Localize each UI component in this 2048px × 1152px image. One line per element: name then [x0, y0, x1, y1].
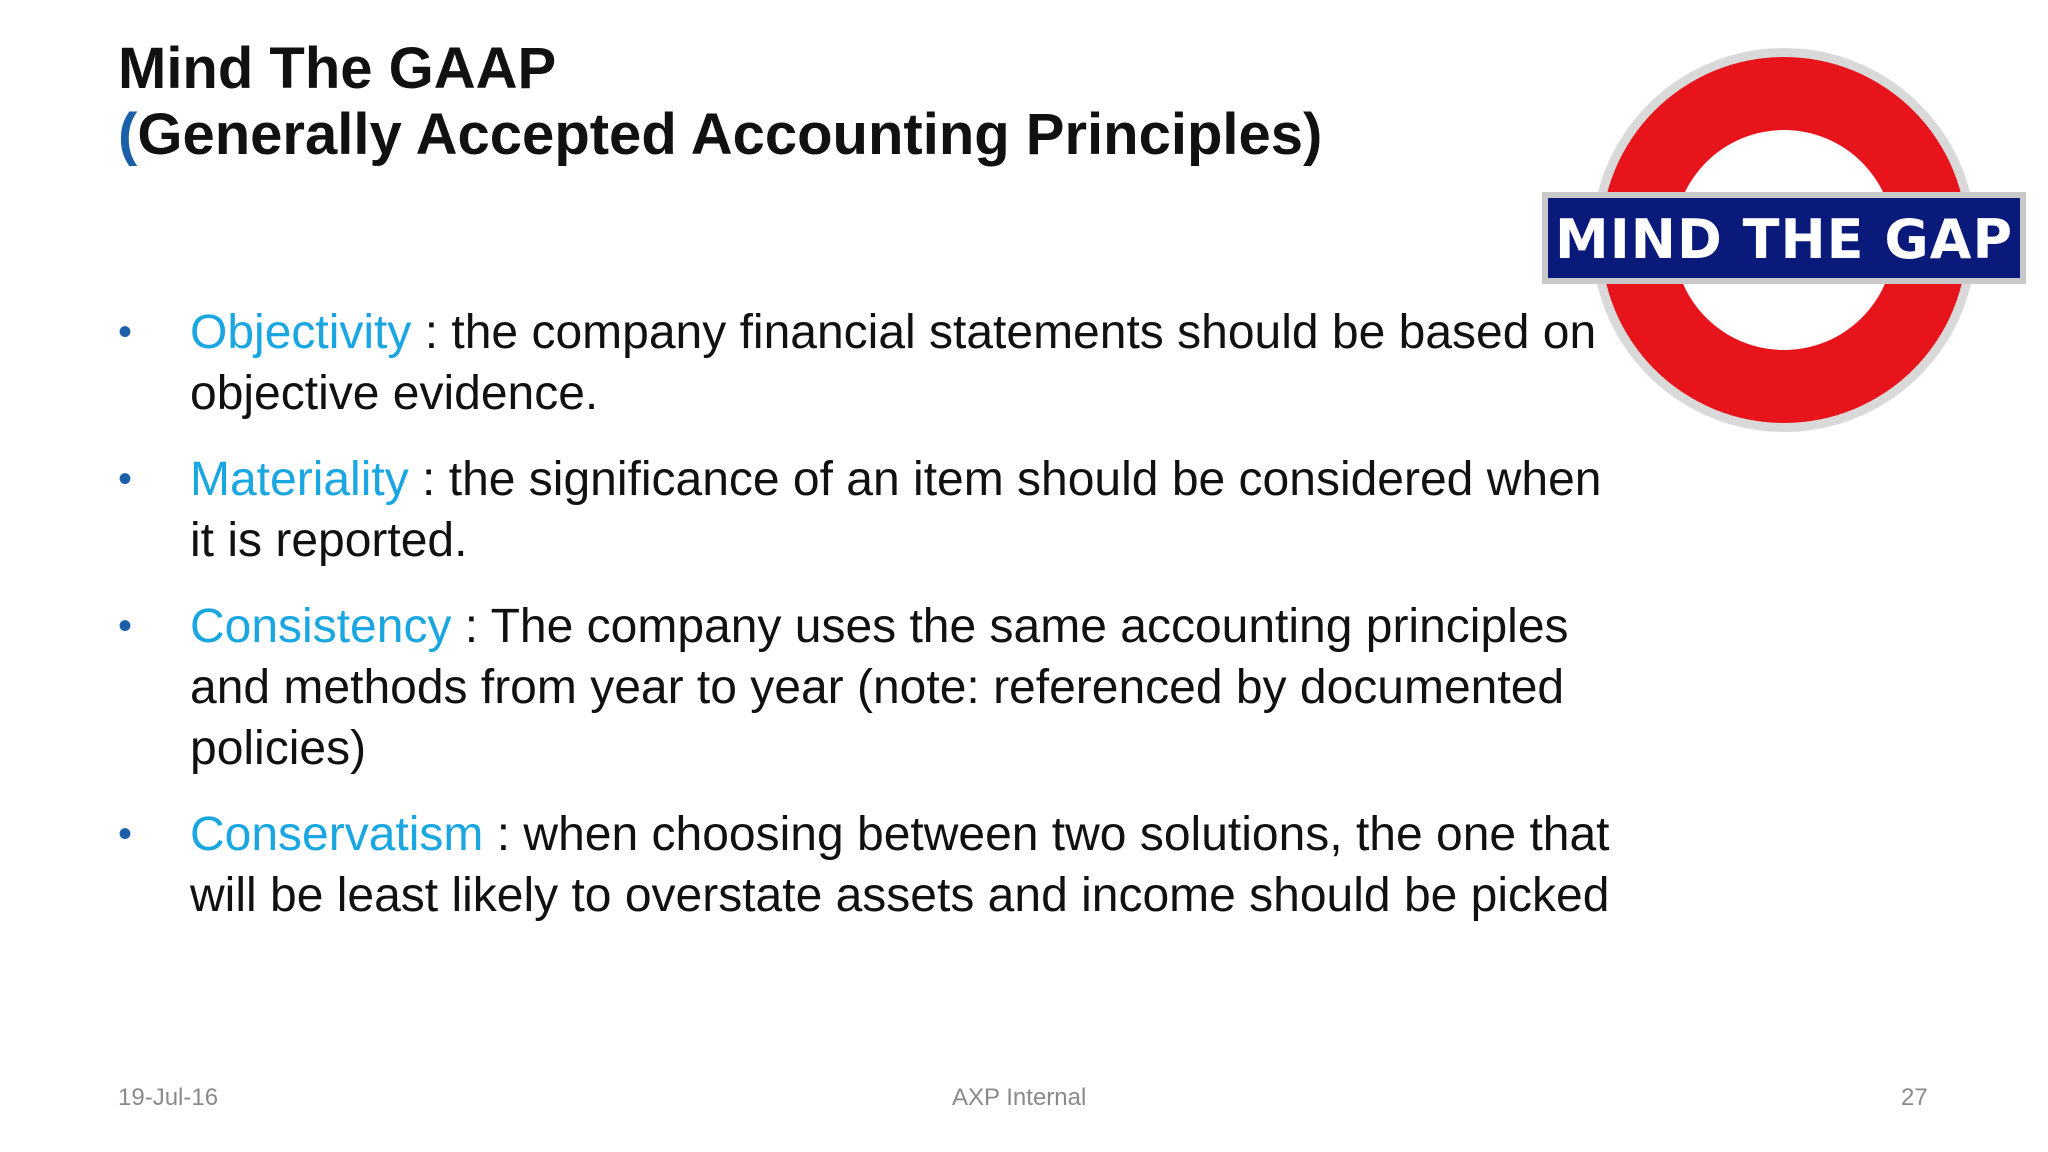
- bullet-item-consistency: [118, 596, 1618, 779]
- title-line-2: [118, 102, 1322, 168]
- bullet-item-materiality: [118, 449, 1618, 571]
- bullet-text: : The company uses the same accounting principles and methods from year to year (note: referenced by documented policies): [190, 600, 1569, 775]
- bullet-term: Materiality: [190, 453, 409, 506]
- bullet-dot-icon: •: [118, 457, 133, 501]
- bullet-term: Objectivity: [190, 306, 412, 359]
- mind-the-gap-logo-icon: [1542, 44, 2026, 434]
- bullet-term: Consistency: [190, 600, 452, 653]
- bullet-term: Conservatism: [190, 808, 484, 861]
- footer-date: 19-Jul-16: [118, 1084, 219, 1111]
- bullet-dot-icon: •: [118, 812, 133, 856]
- logo-text: MIND THE GAP: [1554, 208, 2014, 271]
- title-line-1: Mind The GAAP: [118, 36, 557, 101]
- title-line-2-text: Generally Accepted Accounting Principles): [137, 102, 1323, 167]
- bullet-text: : when choosing between two solutions, the one that will be least likely to overstate assets and income should be picked: [190, 808, 1610, 922]
- bullet-dot-icon: •: [118, 604, 133, 648]
- footer-page-number: 27: [1901, 1084, 1928, 1111]
- bullet-list: [118, 302, 1618, 951]
- bullet-text: : the company financial statements should be based on objective evidence.: [190, 306, 1597, 420]
- footer-label: AXP Internal: [952, 1084, 1087, 1111]
- bullet-item-objectivity: [118, 302, 1618, 424]
- bullet-item-conservatism: [118, 804, 1618, 926]
- bullet-dot-icon: •: [118, 310, 133, 354]
- bullet-text: : the significance of an item should be considered when it is reported.: [190, 453, 1602, 567]
- title-open-paren: (: [118, 102, 138, 167]
- slide-title: [118, 36, 1322, 168]
